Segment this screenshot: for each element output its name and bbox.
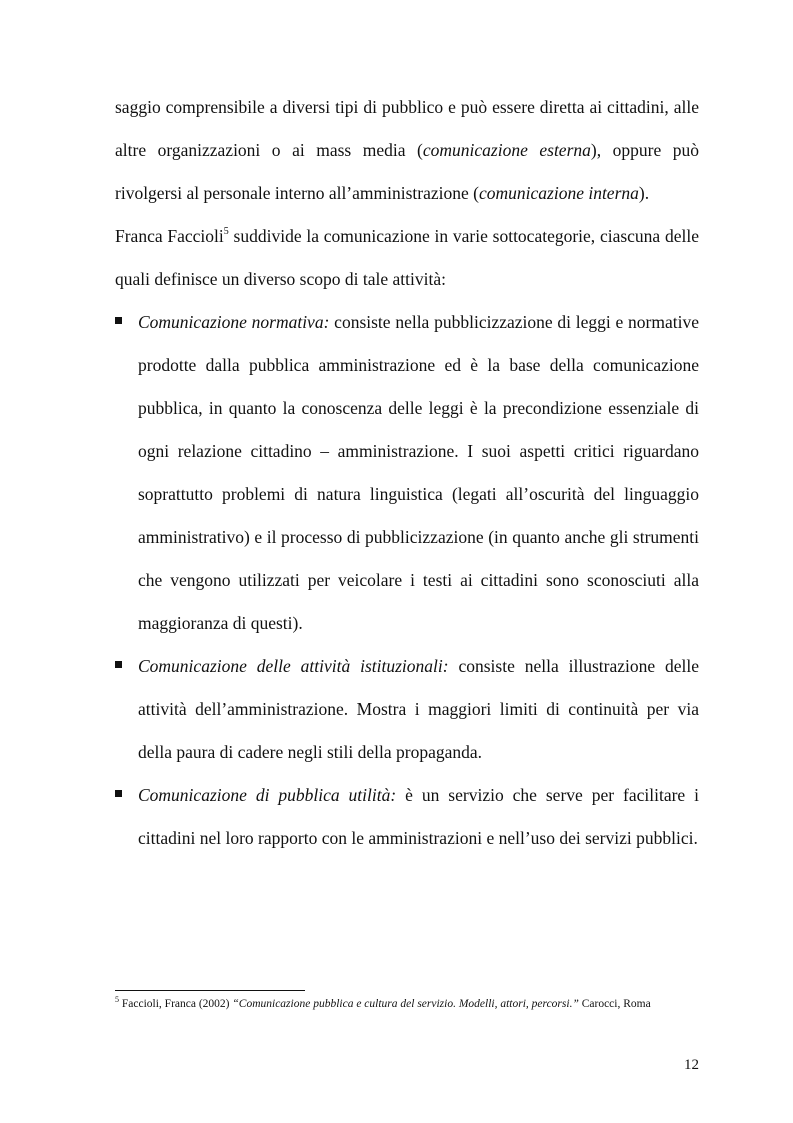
bullet-term: Comunicazione normativa:: [138, 312, 330, 332]
footnote-reference[interactable]: 5: [223, 226, 229, 237]
bullet-term: Comunicazione di pubblica utilità:: [138, 785, 397, 805]
list-item: [115, 774, 699, 860]
page-number: 12: [684, 1057, 699, 1073]
communication-types-list: [115, 301, 699, 860]
bullet-text: consiste nella pubblicizzazione di leggi e normative prodotte dalla pubblica amministrazione ed è la base della comunicazione pubblica, in quanto la conoscenza delle leggi è la precondizione essenziale di ogni relazione cittadino – amministrazione. I suoi aspetti critici riguardano soprattutto problemi di natura linguistica (legati all’oscurità del linguaggio amministrativo) e il processo di pubblicizzazione (in quanto anche gli strumenti che vengono utilizzati per veicolare i testi ai cittadini sono sconosciuti alla maggioranza di questi).: [138, 312, 699, 633]
footnote-title: “Comunicazione pubblica e cultura del servizio. Modelli, attori, percorsi.”: [232, 998, 579, 1010]
bullet-text: è un servizio che serve per facilitare i cittadini nel loro rapporto con le amministrazioni e nell’uso dei servizi pubblici.: [138, 785, 699, 848]
square-bullet-icon: [115, 317, 122, 324]
square-bullet-icon: [115, 661, 122, 668]
faccioli-paragraph: [115, 215, 699, 301]
footnote-author: Faccioli, Franca (2002): [119, 998, 233, 1010]
term-external-communication: comunicazione esterna: [422, 140, 591, 160]
square-bullet-icon: [115, 790, 122, 797]
footnote-number: 5: [115, 995, 119, 1004]
term-internal-communication: comunicazione interna: [478, 183, 639, 203]
intro-text-1: saggio comprensibile a diversi tipi di pubblico e può essere diretta ai cittadini, alle altre organizzazioni o ai mass media (: [115, 97, 699, 160]
author-name: Franca Faccioli: [115, 226, 224, 246]
page-body: [115, 86, 699, 860]
bullet-term: Comunicazione delle attività istituzionali:: [138, 656, 449, 676]
intro-text-3: ).: [638, 183, 650, 203]
footnote-publisher: Carocci, Roma: [578, 998, 651, 1010]
intro-text-2: ), oppure può rivolgersi al personale interno all’amministrazione (: [115, 140, 699, 203]
intro-paragraph: [115, 86, 699, 215]
list-item: [115, 301, 699, 645]
list-item: [115, 645, 699, 774]
bullet-text: consiste nella illustrazione delle attività dell’amministrazione. Mostra i maggiori limiti di continuità per via della paura di cadere negli stili della propaganda.: [138, 656, 699, 762]
faccioli-text: suddivide la comunicazione in varie sottocategorie, ciascuna delle quali definisce un diverso scopo di tale attività:: [115, 226, 699, 289]
footnote: [115, 996, 699, 1012]
footnote-divider: [115, 990, 305, 991]
